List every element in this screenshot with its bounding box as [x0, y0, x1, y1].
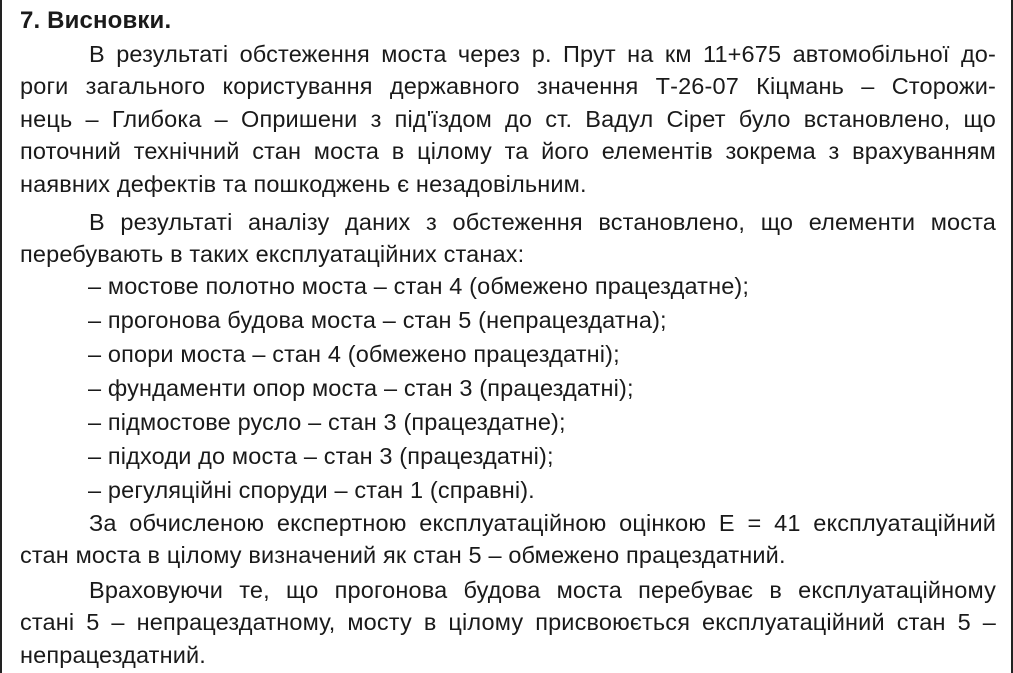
text-line: В результаті обстеження моста через р. Прут на км 11+675 автомобільної до- [89, 41, 996, 67]
list-item: – фундаменти опор моста – стан 3 (працездатні); [88, 375, 634, 401]
text-line: перебувають в таких експлуатаційних станах: [20, 241, 525, 268]
text-line: За обчисленою експертною експлуатаційною оцінкою E = 41 експлуатаційний [89, 510, 996, 536]
paragraph-analysis [20, 206, 996, 271]
text-line: нець – Глибока – Опришени з під'їздом до ст. Вадул Сірет було встановлено, що [20, 105, 996, 132]
text-line: непрацездатний. [20, 641, 206, 668]
element-condition-list [88, 269, 749, 507]
text-line: роги загального користування державного значення Т-26-07 Кіцмань – Сторожи- [20, 73, 996, 100]
text-line: стані 5 – непрацездатному, мосту в цілому присвоюється експлуатаційний стан 5 – [20, 609, 996, 636]
list-item: – мостове полотно моста – стан 4 (обмежено працездатне); [88, 273, 750, 299]
list-item: – підмостове русло – стан 3 (працездатне); [88, 409, 566, 435]
text-line: В результаті аналізу даних з обстеження встановлено, що елементи моста [89, 209, 996, 235]
text-line: Враховуючи те, що прогонова будова моста перебуває в експлуатаційному [89, 577, 996, 603]
list-item: – підходи до моста – стан 3 (працездатні); [88, 443, 554, 469]
text-line: наявних дефектів та пошкоджень є незадовільним. [20, 170, 587, 197]
paragraph-survey-result [20, 38, 996, 200]
text-line: поточний технічний стан моста в цілому та його елементів зокрема з врахуванням [20, 138, 996, 165]
cut-off-previous-line [2, 0, 1013, 1]
paragraph-conclusion [20, 574, 996, 671]
list-item: – прогонова будова моста – стан 5 (непрацездатна); [88, 307, 667, 333]
text-line: стан моста в цілому визначений як стан 5 – обмежено працездатний. [20, 542, 786, 569]
paragraph-expert-assessment [20, 507, 996, 572]
list-item: – регуляційні споруди – стан 1 (справні). [88, 477, 535, 503]
list-item: – опори моста – стан 4 (обмежено працездатні); [88, 341, 620, 367]
section-heading: 7. Висновки. [20, 7, 172, 34]
